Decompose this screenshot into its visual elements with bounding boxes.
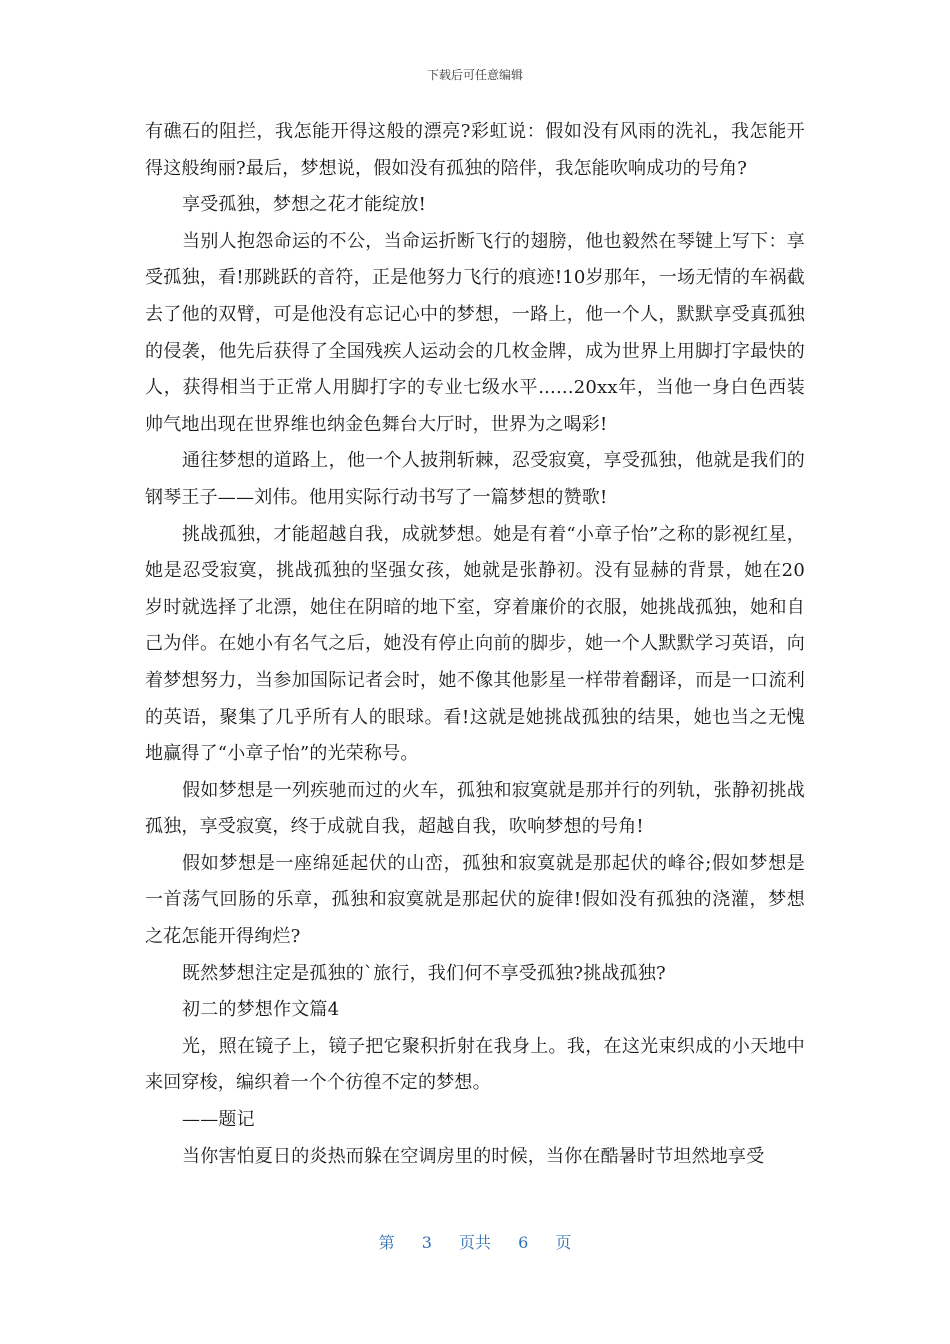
- page-footer: [0, 1230, 950, 1253]
- epigraph-attribution: ——题记: [182, 1109, 255, 1131]
- paragraph: 通往梦想的道路上，他一个人披荆斩棘，忍受寂寞，享受孤独，他就是我们的钢琴王子——刘伟。他用实际行动书写了一篇梦想的赞歌!: [145, 450, 805, 508]
- paragraph: 有礁石的阻拦，我怎能开得这般的漂亮?彩虹说：假如没有风雨的洗礼，我怎能开得这般绚丽?最后，梦想说，假如没有孤独的陪伴，我怎能吹响成功的号角?: [145, 121, 805, 179]
- total-pages-number: 6: [518, 1233, 529, 1252]
- paragraph: 假如梦想是一列疾驰而过的火车，孤独和寂寞就是那并行的列轨，张静初挑战孤独，享受寂寞，终于成就自我，超越自我，吹响梦想的号角!: [145, 779, 805, 838]
- paragraph: 当别人抱怨命运的不公，当命运折断飞行的翅膀，他也毅然在琴键上写下：享受孤独，看!那跳跃的音符，正是他努力飞行的痕迹!10岁那年，一场无情的车祸截去了他的双臂，可是他没有忘记心中的梦想，一路上，他一个人，默默享受真孤独的侵袭，他先后获得了全国残疾人运动会的几枚金牌，成为世界上用脚打字最快的人，获得相当于正常人用脚打字的专业七级水平......20xx年，当他一身白色西装帅气地出现在世界维也纳金色舞台大厅时，世界为之喝彩!: [145, 230, 805, 435]
- paragraph: 既然梦想注定是孤独的`旅行，我们何不享受孤独?挑战孤独?: [182, 962, 666, 984]
- footer-prefix: 第: [378, 1233, 395, 1252]
- paragraph: 挑战孤独，才能超越自我，成就梦想。她是有着“小章子怡”之称的影视红星，她是忍受寂寞，挑战孤独的坚强女孩，她就是张静初。没有显赫的背景，她在20岁时就选择了北漂，她住在阴暗的地下室，穿着廉价的衣服，她挑战孤独，她和自己为伴。在她小有名气之后，她没有停止向前的脚步，她一个人默默学习英语，向着梦想努力，当参加国际记者会时，她不像其他影星一样带着翻译，而是一口流利的英语，聚集了几乎所有人的眼球。看!这就是她挑战孤独的结果，她也当之无愧地赢得了“小章子怡”的光荣称号。: [145, 523, 805, 765]
- current-page-number: 3: [421, 1233, 432, 1252]
- section-heading: 初二的梦想作文篇4: [182, 999, 340, 1021]
- paragraph: 光，照在镜子上，镜子把它聚积折射在我身上。我，在这光束织成的小天地中来回穿梭，编织着一个个彷徨不定的梦想。: [145, 1035, 805, 1094]
- footer-suffix: 页: [555, 1233, 572, 1252]
- paragraph: 假如梦想是一座绵延起伏的山峦，孤独和寂寞就是那起伏的峰谷;假如梦想是一首荡气回肠的乐章，孤独和寂寞就是那起伏的旋律!假如没有孤独的浇灌，梦想之花怎能开得绚烂?: [145, 852, 805, 948]
- paragraph: 享受孤独，梦想之花才能绽放!: [182, 194, 427, 216]
- paragraph: 当你害怕夏日的炎热而躲在空调房里的时候，当你在酷暑时节坦然地享受: [182, 1145, 765, 1167]
- footer-middle: 页共: [458, 1233, 491, 1252]
- page-header: 下载后可任意编辑: [426, 68, 523, 82]
- document-body: [145, 114, 805, 1175]
